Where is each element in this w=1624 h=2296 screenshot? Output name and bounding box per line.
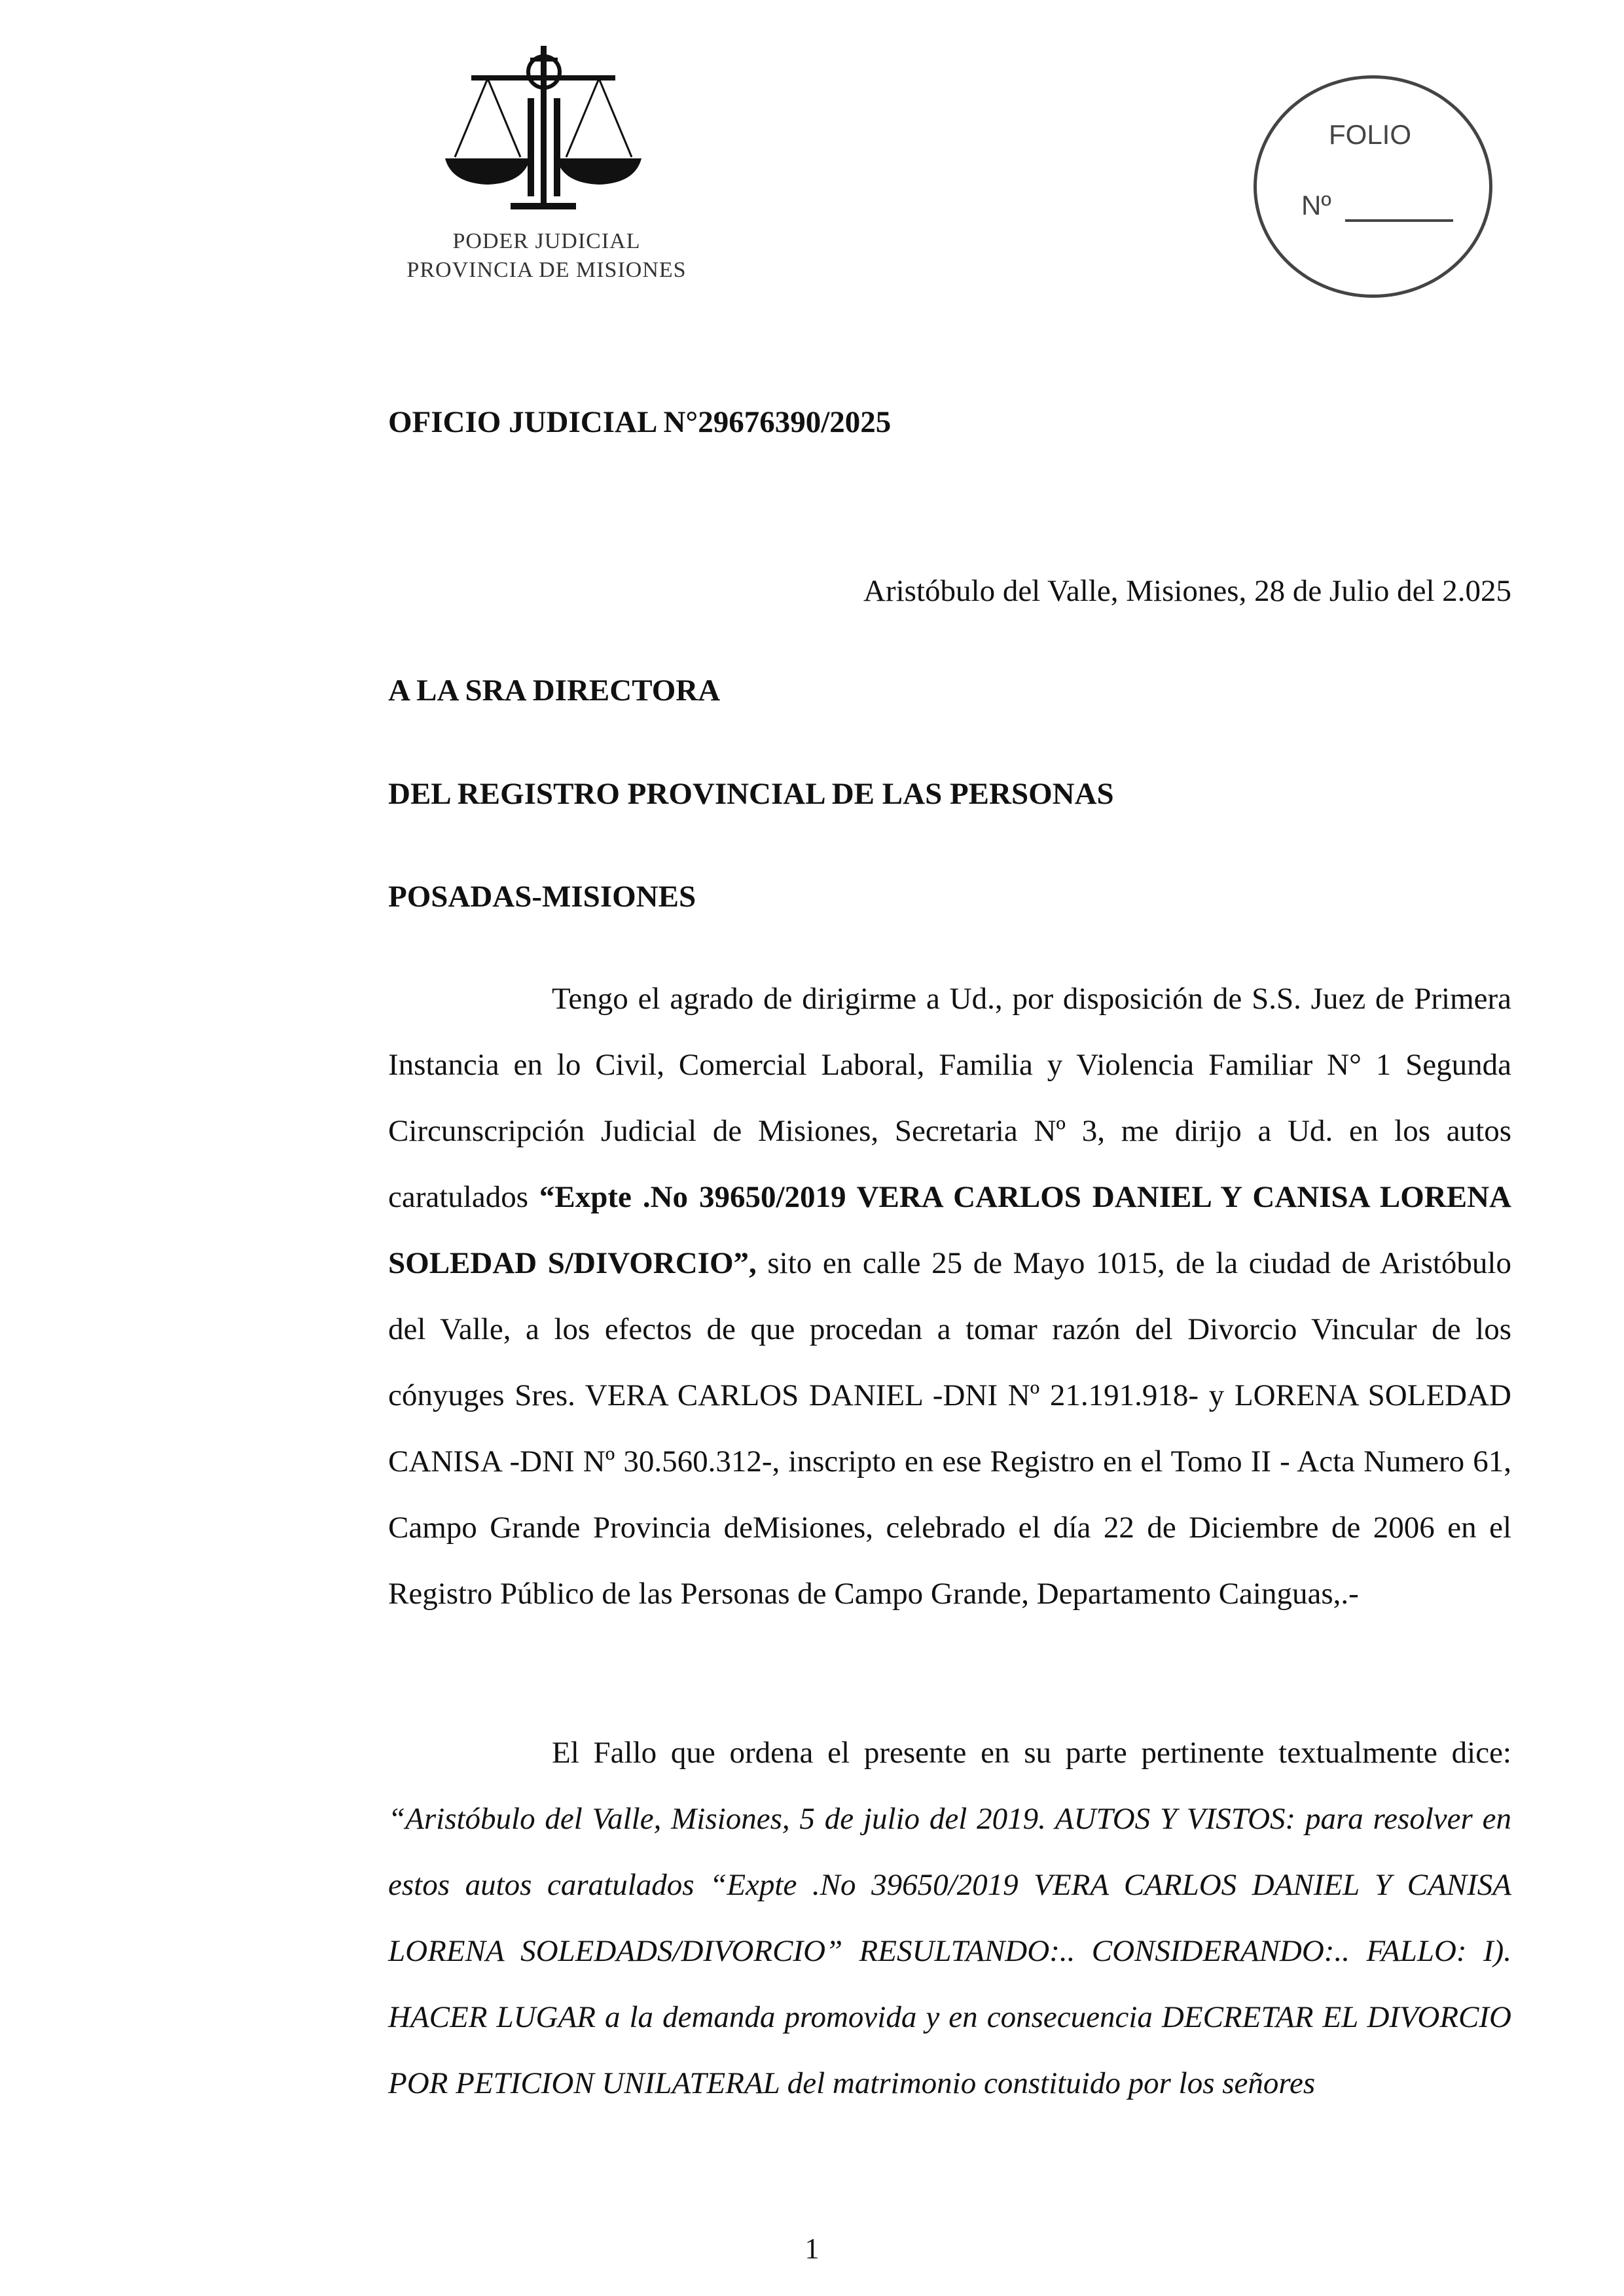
case-title: “Expte .No 39650/2019 VERA CARLOS DANIEL Y CANISA LORENA SOLEDAD S/DIVORCIO”, [388,1180,1511,1280]
folio-blank-line [1345,219,1453,222]
logo-text-line2: PROVINCIA DE MISIONES [406,258,687,282]
ruling-quote: “Aristóbulo del Valle, Misiones, 5 de julio del 2019. AUTOS Y VISTOS: para resolver en estos autos caratulados “Expte .No 39650/2019 VERA CARLOS DANIEL Y CANISA LORENA SOLEDADS/DIVORCIO” RESULTANDO:.. CONSIDERANDO:.. FALLO: I). HACER LUGAR a la demanda promovida y en consecuencia DECRETAR EL DIVORCIO POR PETICION UNILATERAL del matrimonio constituido por los señores [388,1802,1511,2100]
scales-of-justice-icon [432,39,655,216]
recipient-line2: DEL REGISTRO PROVINCIAL DE LAS PERSONAS [388,777,1114,811]
logo-text-line1: PODER JUDICIAL [452,229,641,253]
recipient-line1: A LA SRA DIRECTORA [388,673,721,708]
paragraph1-part2: sito en calle 25 de Mayo 1015, de la ciudad de Aristóbulo del Valle, a los efectos de que procedan a tomar razón del Divorcio Vincular de los cónyuges Sres. VERA CARLOS DANIEL -DNI Nº 21.191.918- y LORENA SOLEDAD CANISA -DNI Nº 30.560.312-, inscripto en ese Registro en el Tomo II - Acta Numero 61, Campo Grande Provincia deMisiones, celebrado el día 22 de Diciembre de 2006 en el Registro Público de las Personas de Campo Grande, Departamento Cainguas,.- [388,1246,1511,1611]
body-paragraph-2 [388,1720,1511,2117]
judicial-logo [406,39,687,288]
paragraph2-intro: El Fallo que ordena el presente en su parte pertinente textualmente dice: [552,1736,1511,1770]
folio-label: FOLIO [1329,119,1412,150]
page-number: 1 [804,2233,820,2265]
body-paragraph-1 [388,966,1511,1627]
recipient-line3: POSADAS-MISIONES [388,880,696,914]
paragraph1-part1: Tengo el agrado de dirigirme a Ud., por disposición de S.S. Juez de Primera Instancia en lo Civil, Comercial Laboral, Familia y Violencia Familiar N° 1 Segunda Circunscripción Judicial de Misiones, Secretaria Nº 3, me dirijo a Ud. en los autos caratulados [388,982,1511,1214]
document-title: OFICIO JUDICIAL N°29676390/2025 [388,405,892,439]
place-date: Aristóbulo del Valle, Misiones, 28 de Julio del 2.025 [863,574,1511,608]
folio-number-label: Nº [1301,190,1331,221]
folio-stamp [1254,75,1492,298]
